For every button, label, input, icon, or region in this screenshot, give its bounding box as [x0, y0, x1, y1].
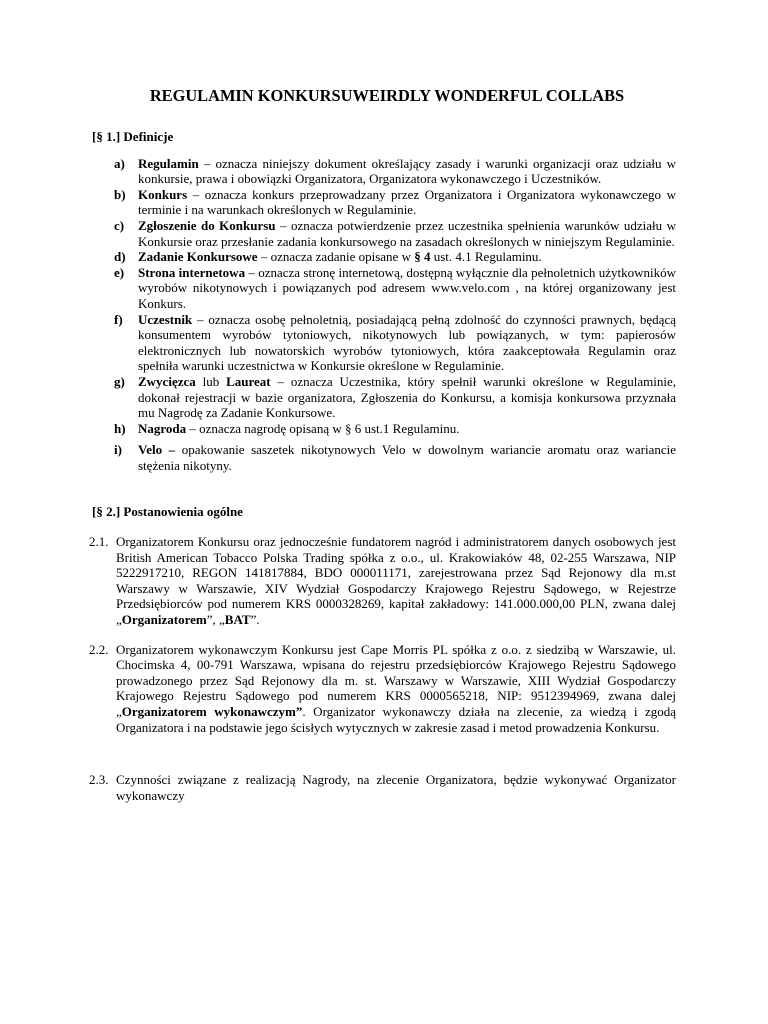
- definition-item-a: [92, 156, 676, 187]
- definition-term: Zwycięzca: [138, 373, 196, 389]
- definition-term-alt: Laureat: [226, 373, 271, 389]
- definition-marker: e): [114, 264, 125, 280]
- paragraph-bold-term-2: BAT: [224, 612, 251, 628]
- definition-item-g: [92, 374, 676, 421]
- section-reference: § 4: [414, 249, 431, 265]
- definition-text: opakowanie saszetek nikotynowych Velo w dowolnym wariancie aromatu oraz wariancie stężenia nikotyny.: [138, 442, 676, 473]
- definition-text: – oznacza osobę pełnoletnią, posiadającą pełną zdolność do czynności prawnych, będącą konsumentem wyrobów tytoniowych, nikotynowych lub powiązanych, w tym: papierosów elektronicznych lub nowatorskich wyrobów tytoniowych, która zaakceptowała Regulamin oraz spełniła warunki uczestnictwa w Konkursie określone w Regulaminie.: [138, 311, 676, 374]
- definition-marker: a): [114, 155, 125, 171]
- paragraph-2-2: [89, 641, 677, 736]
- definition-text: – oznacza stronę internetową, dostępną wyłącznie dla pełnoletnich użytkowników wyrobów nikotynowych i powiązanych pod adresem www.velo.com , na której organizowany jest Konkurs.: [138, 264, 676, 311]
- definition-term: Zgłoszenie do Konkursu: [138, 217, 276, 233]
- definition-term: Nagroda: [138, 420, 187, 436]
- definition-text-end: ust. 4.1 Regulaminu.: [430, 249, 542, 265]
- definition-term: Regulamin: [138, 155, 199, 171]
- definitions-list: [92, 156, 676, 474]
- definition-text: – oznacza Uczestnika, który spełnił warunki określone w Regulaminie, dokonał rejestracji w bazie organizatora, Zgłoszenia do Konkursu, a komisja konkursowa przyznała mu Nagrodę za Zadanie Konkursowe.: [138, 373, 676, 421]
- paragraph-bold-term: Organizatorem wykonawczym”: [121, 704, 303, 719]
- definition-term: Strona internetowa: [138, 264, 246, 280]
- definition-marker: h): [114, 420, 126, 436]
- section-1-heading: [§ 1.] Definicje: [92, 129, 174, 144]
- paragraph-text-end: . Organizator wykonawczy działa na zlecenie, za wiedzą i zgodą Organizatora i na podstawie jego ścisłych wytycznych w zakresie zasad i metod prowadzenia Konkursu.: [116, 704, 677, 735]
- definition-term: Velo –: [138, 442, 176, 458]
- definition-item-c: [92, 218, 676, 249]
- paragraph-text: Organizatorem wykonawczym Konkursu jest Cape Morris PL spółka z o.o. z siedzibą w Warszawie, ul. Chocimska 4, 00-791 Warszawa, wpisana do rejestru przedsiębiorców Krajowego Rejestru Sądowego prowadzonego przez Sąd Rejonowy dla m. st. Warszawy w Warszawie, XIII Wydział Gospodarczy Krajowego Rejestru Sądowego pod numerem KRS 0000565218, NIP: 9512394969, zwana dalej „: [116, 641, 676, 719]
- paragraph-number: 2.3.: [89, 772, 109, 788]
- definition-item-b: [92, 187, 676, 218]
- definition-item-i: [92, 442, 676, 473]
- definition-marker: i): [114, 442, 122, 458]
- definition-item-e: [92, 265, 676, 312]
- document-title: REGULAMIN KONKURSUWEIRDLY WONDERFUL COLLABS: [149, 86, 625, 105]
- paragraph-number: 2.2.: [89, 641, 109, 657]
- definition-text: – oznacza nagrodę opisaną w § 6 ust.1 Regulaminu.: [186, 420, 460, 436]
- definition-text: – oznacza niniejszy dokument określający zasady i warunki organizacji oraz udziału w konkursie, prawa i obowiązki Organizatora, Organizatora wykonawczego i Uczestników.: [138, 155, 676, 187]
- paragraph-text-mid: ”, „: [206, 612, 225, 628]
- definition-item-f: [92, 312, 676, 374]
- paragraph-number: 2.1.: [89, 534, 109, 550]
- paragraph-text: Czynności związane z realizacją Nagrody, na zlecenie Organizatora, będzie wykonywać Organizator wykonawczy: [116, 772, 676, 803]
- definition-connector: lub: [195, 373, 227, 389]
- definition-marker: b): [114, 186, 126, 202]
- section-2-heading: [§ 2.] Postanowienia ogólne: [92, 504, 243, 520]
- definition-text: – oznacza zadanie opisane w: [257, 249, 415, 265]
- definition-item-h: [92, 421, 676, 437]
- paragraph-bold-term: Organizatorem: [121, 612, 207, 628]
- definition-marker: d): [114, 249, 126, 265]
- definition-term: Uczestnik: [138, 311, 193, 327]
- paragraph-text: Organizatorem Konkursu oraz jednocześnie fundatorem nagród i administratorem danych osobowych jest British American Tobacco Polska Trading spółka z o.o., ul. Krakowiaków 48, 02-255 Warszawa, NIP 5222917210, REGON 141817884, BDO 000011171, zarejestrowana przez Sąd Rejonowy dla m.st Warszawy w Warszawie, XIV Wydział Gospodarczy Krajowego Rejestru Sądowego, w Rejestrze Przedsiębiorców pod numerem KRS 0000328269, kapitał zakładowy: 141.000.000,00 PLN, zwana dalej „: [116, 534, 676, 628]
- paragraph-text-end: ”.: [250, 612, 260, 628]
- definition-marker: g): [114, 373, 125, 389]
- definition-marker: c): [114, 217, 125, 233]
- definition-text: – oznacza potwierdzenie przez uczestnika spełnienia warunków udziału w Konkursie oraz przesłanie zadania konkursowego na zasadach określonych w niniejszym Regulaminie.: [138, 217, 676, 249]
- paragraph-2-3: [89, 772, 676, 803]
- definition-marker: f): [114, 311, 123, 327]
- paragraph-2-1: [89, 534, 676, 628]
- definition-term: Zadanie Konkursowe: [138, 249, 258, 265]
- definition-term: Konkurs: [138, 186, 188, 202]
- definition-item-d: [92, 249, 676, 265]
- definition-text: – oznacza konkurs przeprowadzany przez Organizatora i Organizatora wykonawczego w terminie i na warunkach określonych w Regulaminie.: [138, 186, 676, 218]
